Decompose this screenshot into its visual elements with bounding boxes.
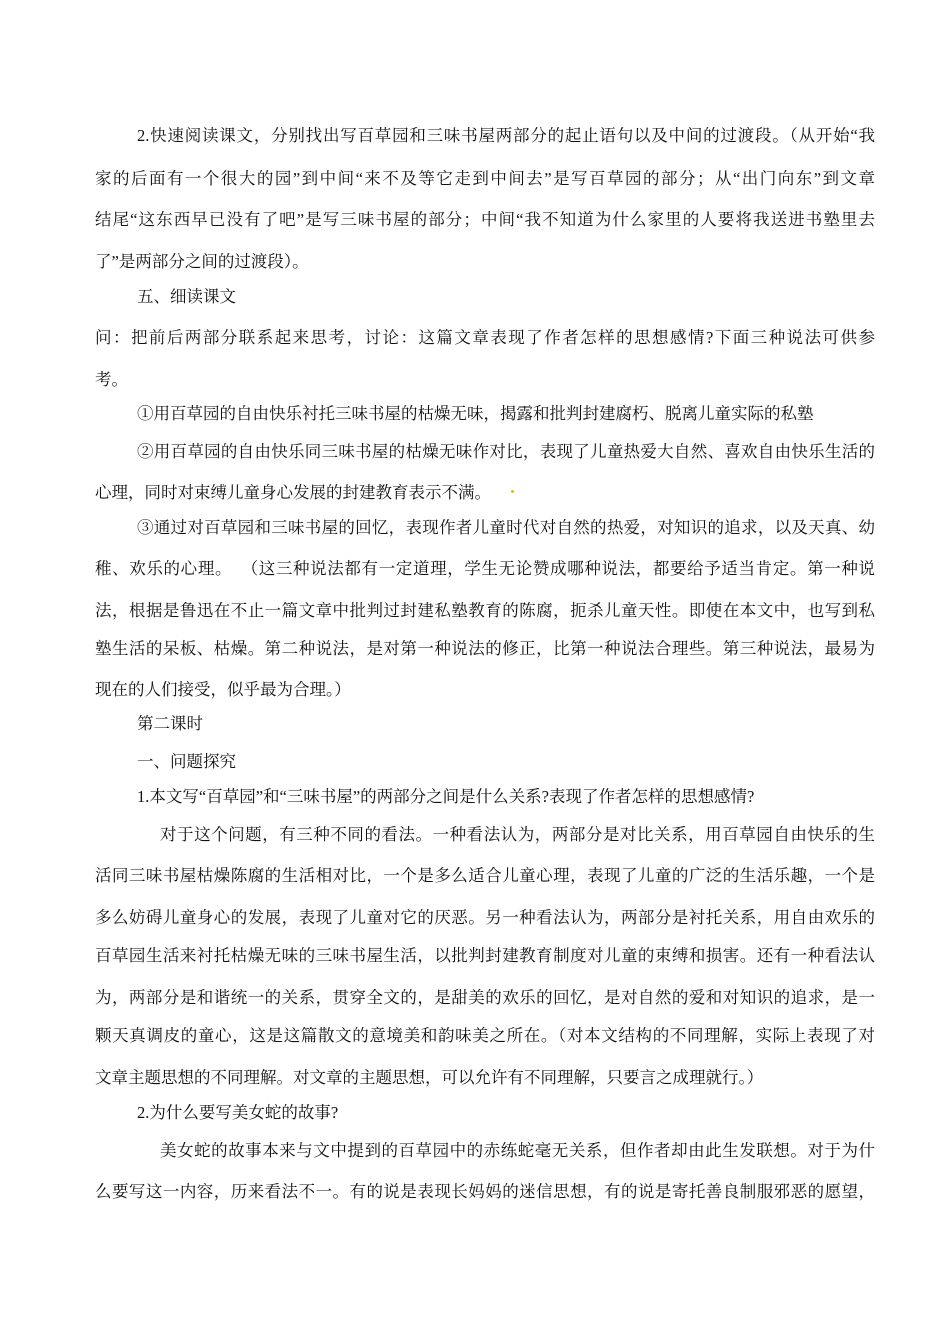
section-heading: 第二课时 [137, 714, 203, 733]
text-line: 美女蛇的故事本来与文中提到的百草园中的赤练蛇毫无关系，但作者却由此生发联想。对于为什 [160, 1141, 875, 1160]
text-line: 现在的人们接受，似乎最为合理。） [95, 680, 351, 699]
section-heading: 一、问题探究 [137, 752, 236, 771]
text-line: 为，两部分是和谐统一的关系，贯穿全文的，是甜美的欢乐的回忆，是对自然的爱和对知识的追求，是一 [95, 988, 875, 1007]
text-line: 对于这个问题，有三种不同的看法。一种看法认为，两部分是对比关系，用百草园自由快乐的生 [160, 825, 875, 844]
text-line: 塾生活的呆板、枯燥。第二种说法，是对第一种说法的修正，比第一种说法合理些。第三种说法，最易为 [95, 639, 875, 658]
text-line: 家的后面有一个很大的园”到中间“来不及等它走到中间去”是写百草园的部分；从“出门向东”到文章 [95, 169, 875, 188]
text-line: 考。 [95, 370, 128, 389]
text-line: 心理，同时对束缚儿童身心发展的封建教育表示不满。 [95, 483, 491, 502]
text-line: 百草园生活来衬托枯燥无味的三味书屋生活，以批判封建教育制度对儿童的束缚和损害。还有一种看法认 [95, 946, 875, 965]
text-line: 活同三味书屋枯燥陈腐的生活相对比，一个是多么适合儿童心理，表现了儿童的广泛的生活乐趣，一个是 [95, 866, 875, 885]
question-line: 2.为什么要写美女蛇的故事? [137, 1103, 339, 1122]
text-line: 稚、欢乐的心理。 （这三种说法都有一定道理，学生无论赞成哪种说法，都要给予适当肯定。第一种说 [95, 559, 875, 578]
text-line: 了”是两部分之间的过渡段）。 [95, 252, 309, 271]
text-line: 结尾“这东西早已没有了吧”是写三味书屋的部分；中间“我不知道为什么家里的人要将我送进书塾里去 [95, 210, 875, 229]
question-line: 1.本文写“百草园”和“三味书屋”的两部分之间是什么关系?表现了作者怎样的思想感情? [137, 787, 755, 806]
text-line: ③通过对百草园和三味书屋的回忆，表现作者儿童时代对自然的热爱，对知识的追求，以及天真、幼 [137, 518, 875, 537]
text-line: 法，根据是鲁迅在不止一篇文章中批判过封建私塾教育的陈腐，扼杀儿童天性。即使在本文中，也写到私 [95, 601, 875, 620]
text-line: 问：把前后两部分联系起来思考，讨论：这篇文章表现了作者怎样的思想感情?下面三种说法可供参 [95, 328, 875, 347]
text-line: 么要写这一内容，历来看法不一。有的说是表现长妈妈的迷信思想，有的说是寄托善良制服邪恶的愿望， [95, 1182, 875, 1201]
text-line: ②用百草园的自由快乐同三味书屋的枯燥无味作对比，表现了儿童热爱大自然、喜欢自由快乐生活的 [137, 442, 875, 461]
section-heading: 五、细读课文 [137, 287, 236, 306]
text-line: 2.快速阅读课文，分别找出写百草园和三味书屋两部分的起止语句以及中间的过渡段。（从开始“我 [137, 126, 875, 145]
text-line: ①用百草园的自由快乐衬托三味书屋的枯燥无味，揭露和批判封建腐朽、脱离儿童实际的私塾 [137, 404, 814, 423]
text-line: 文章主题思想的不同理解。对文章的主题思想，可以允许有不同理解，只要言之成理就行。） [95, 1068, 764, 1087]
text-line: 颗天真调皮的童心，这是这篇散文的意境美和韵味美之所在。（对本文结构的不同理解，实际上表现了对 [95, 1026, 875, 1045]
text-line: 多么妨碍儿童身心的发展，表现了儿童对它的厌恶。另一种看法认为，两部分是衬托关系，用自由欢乐的 [95, 908, 875, 927]
highlight-mark [511, 490, 514, 493]
